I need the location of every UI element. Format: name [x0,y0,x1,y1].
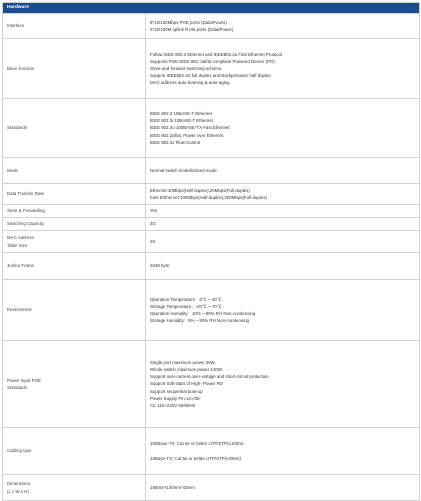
row-value: 2K [146,231,420,253]
row-label: Data Transfer Rate [3,184,146,205]
table-row [3,99,420,158]
table-row [3,231,420,253]
row-value: 100Base-TX: Cat 5e or better UTP/STP(≤100m) 10Base-TX: Cat 5e or better UTP/STP(≤250m) [146,428,420,475]
row-label: Interface [3,14,146,39]
table-row [3,428,420,475]
row-label: Standards [3,99,146,158]
row-label: Basic function [3,39,146,99]
row-label: Dimensions (L x W x H) [3,475,146,501]
table-row [3,218,420,231]
table-row [3,39,420,99]
row-label: Jumbo Frame [3,253,146,280]
table-header: Hardware [3,3,420,14]
row-label: Store & Forwarding [3,205,146,218]
row-value: Ethernet:10Mbps(Half-duplex);20Mbps(Full-duplex) Fast Ehthernet:100Mbps(Half-duplex);200Mbps(Full-duplex) [146,184,420,205]
row-label: Mode [3,158,146,184]
row-label: Switching Capacity [3,218,146,231]
row-value: 2048 byte [146,253,420,280]
row-value: 190mm*140mm*43mm [146,475,420,501]
table-row [3,205,420,218]
row-value: IEEE 802.3 10BASE-T Ethernet IEEE 802.3i 10BASE-T Ethernet IEEE 802.3u 100BASE-TX Fast Ethernet IEEE 802.3af/at, Power over Ethernet IEEE 802.3x Flow Control [146,99,420,158]
row-label: Cabling type [3,428,146,475]
hardware-spec-table [2,2,420,501]
table-row [3,184,420,205]
row-value: Follow IEEE 802.3 Ethernet and IEEE802.3u Fast Ethernet Protocol Supports POE IEEE 802. 3af/at compliant Powered Device (PD) Store-and-forward switching scheme Support IEEE802.3X full duplex and Backpressure half duplex MAC address auto-learning & auto-aging [146,39,420,99]
row-label: Power Input POE Standards [3,341,146,428]
table-row [3,475,420,501]
row-label: MAC Address Table Size [3,231,146,253]
row-label: Environment [3,280,146,341]
row-value: 8*10/100Mbps POE ports (Data/Power) 2*10/100M uplink RJ45 ports (Data/Power) [146,14,420,39]
row-value: Single port maximum power 30W, Whole switch maximum power 120W Support over-current,over-voltage and short-circuit protection Support Soft-Start of High- Power PD Support sequential boot-up Power Supply Pin:12+/36- AC 110~240V 50/60HZ [146,341,420,428]
table-row [3,280,420,341]
table-row [3,14,420,39]
table-header-row [3,3,420,14]
table-row [3,341,420,428]
table-row [3,253,420,280]
table-row [3,158,420,184]
row-value: Operation Temperature：0℃ ~ 40℃ Storage Temperature：-40℃ ~ 70℃ Operation Humidity：10% ~ 90% RH Non-condensing Storage Humidity：5% ~ 90% RH Non-condensing [146,280,420,341]
row-value: Yes [146,205,420,218]
row-value: Normal switch mode/Extend mode [146,158,420,184]
row-value: 2G [146,218,420,231]
